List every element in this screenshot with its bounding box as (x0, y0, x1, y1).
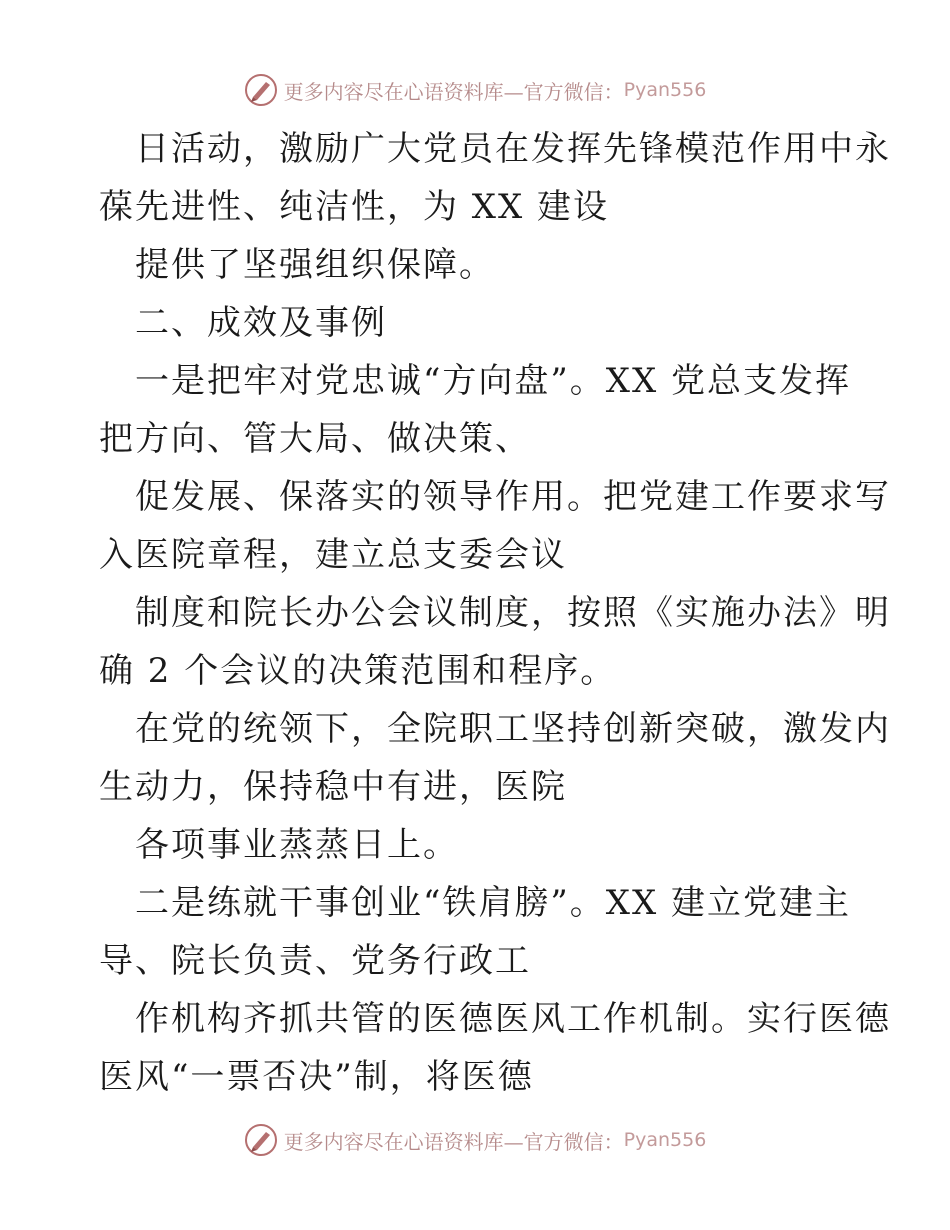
pen-logo-icon (244, 73, 278, 107)
pen-logo-icon (244, 1123, 278, 1157)
text-line: 医风“一票否决”制，将医德 (99, 1057, 534, 1097)
text-line: 葆先进性、纯洁性，为 XX 建设 (99, 187, 610, 227)
text-line: 一是把牢对党忠诚“方向盘”。XX 党总支发挥 (135, 361, 851, 401)
text-line: 确 2 个会议的决策范围和程序。 (99, 651, 617, 691)
text-line: 作机构齐抓共管的医德医风工作机制。实行医德 (135, 999, 891, 1039)
text-line: 促发展、保落实的领导作用。把党建工作要求写 (135, 477, 891, 517)
watermark-text: 更多内容尽在心语资料库—官方微信： (283, 79, 624, 104)
text-line: 入医院章程，建立总支委会议 (99, 535, 567, 575)
text-line: 提供了坚强组织保障。 (135, 245, 495, 285)
text-line: 二是练就干事创业“铁肩膀”。XX 建立党建主 (135, 883, 851, 923)
footer-watermark (0, 1120, 950, 1160)
text-line: 生动力，保持稳中有进，医院 (99, 767, 567, 807)
text-line: 在党的统领下，全院职工坚持创新突破，激发内 (135, 709, 891, 749)
watermark-handle: Pyan556 (623, 79, 707, 101)
text-line: 各项事业蒸蒸日上。 (135, 825, 459, 865)
text-line: 导、院长负责、党务行政工 (99, 941, 531, 981)
watermark-handle: Pyan556 (623, 1129, 707, 1151)
header-watermark (0, 70, 950, 110)
text-line: 日活动，激励广大党员在发挥先锋模范作用中永 (135, 129, 891, 169)
text-line: 制度和院长办公会议制度，按照《实施办法》明 (135, 593, 891, 633)
text-line: 把方向、管大局、做决策、 (99, 419, 531, 459)
section-heading: 二、成效及事例 (135, 303, 387, 343)
watermark-text: 更多内容尽在心语资料库—官方微信： (283, 1129, 624, 1154)
